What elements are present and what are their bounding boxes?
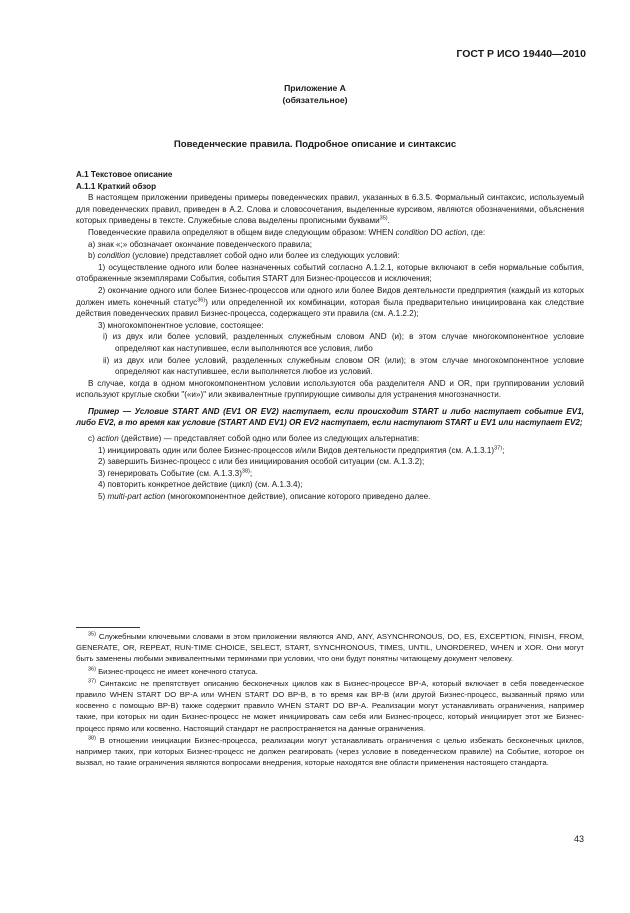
paragraph: Поведенческие правила определяют в общем виде следующим образом: WHEN condition DO action, где: <box>88 227 486 237</box>
list-item-c2: 2) завершить Бизнес-процесс с или без инициирования особой ситуации (см. А.1.3.2); <box>98 457 425 467</box>
list-item-b1: 1) осуществление одного или более назначенных событий согласно А.1.2.1, которые включают в себя нормальные события, отображенные экземплярами События, события START для Бизнес-процессов и исключения; <box>76 262 584 284</box>
footnotes <box>76 631 584 769</box>
footnote-36: $^{36)}$ Бизнес-процесс не имеет конечного статуса. <box>88 666 258 676</box>
list-item-c3: 3) генерировать Событие (см. А.1.3.3)$^{38)}$; <box>98 468 253 478</box>
footnote-divider <box>76 627 140 628</box>
list-item-a: a) знак «;» обозначает окончание поведенческого правила; <box>88 239 313 249</box>
list-item-c: c) action (действие) — представляет собой одно или более из следующих альтернатив: <box>88 434 420 444</box>
heading-a1: А.1 Текстовое описание <box>76 170 173 179</box>
list-item-b2: 2) окончание одного или более Бизнес-процессов или одного или более Видов деятельности предприятия (каждый из которых должен иметь конечный статус$^{36)}$) или определенной их комбинации, которая была предварительно инициирована как следствие действия поведенческих правил Бизнес-процесса, содержащего эти правила (см. А.1.2.2); <box>76 285 584 319</box>
footnote-37: $^{37)}$ Синтаксис не препятствует описанию бесконечных циклов как в Бизнес-процессе ВР-А, который включает в себя поведенческое правило WHEN START DO BP-A или WHEN START DO BP-B, в то время как ВР-В (или другой Бизнес-процесс, вызванный прямо или косвенно с помощью ВР-В) также содержит правило WHEN START DO BP-A. Реализации могут устанавливать ограничения, например такие, при которых ни один Бизнес-процесс не может инициировать сам себя или Бизнес-процесс, который инициирует этот же Бизнес-процесс прямо или косвенно. Настоящий стандарт не распространяется на данные ограничения. <box>76 678 584 733</box>
footnote-35: $^{35)}$ Служебными ключевыми словами в этом приложении являются AND, ANY, ASYNCHRONOUS, DO, ES, EXCEPTION, FINISH, FROM, GENERATE, OR, REPEAT, RUN-TIME CHOICE, SELECT, START, SYNCHRONOUS, TIMES, UNTIL, UNORDERED, WHEN и XOR. Они могут быть заменены любыми эквивалентными терминами при условии, что они будут понятны читающему документ человеку. <box>76 631 584 664</box>
page-number: 43 <box>573 834 584 844</box>
list-item-c1: 1) инициировать один или более Бизнес-процессов и/или Видов деятельности предприятия (см. А.1.3.1)$^{37)}$; <box>98 444 505 455</box>
body-text <box>76 169 584 503</box>
section-title: Поведенческие правила. Подробное описание и синтаксис <box>173 139 457 150</box>
list-item-b3: 3) многокомпонентное условие, состоящее: <box>98 320 264 330</box>
example: Пример — Условие START AND (EV1 OR EV2) наступает, если происходит START и либо наступает событие EV1, либо EV2, в то время как условие (START AND EV1) OR EV2 наступает, если наступают START и EV1 или наступает EV2; <box>76 406 584 428</box>
list-item-b3-i: i) из двух или более условий, разделенных служебным словом AND (и); в этом случае многокомпонентное условие определяют как наступившее, если выполняются все условия, либо <box>103 332 584 353</box>
footnote-38: $^{38)}$ В отношении инициации Бизнес-процесса, реализации могут устанавливать ограничения с целью избежать бесконечных циклов, например таких, при которых Бизнес-процесс не должен реагировать (через условие в поведенческом правиле) на Событие, которое он вызвал, но такие ограничения являются вопросами внедрения, которые находятся вне области применения настоящего стандарта. <box>76 735 584 768</box>
list-item-c5: 5) multi-part action (многокомпонентное действие), описание которого приведено далее. <box>98 492 431 502</box>
heading-a11: А.1.1 Краткий обзор <box>76 181 157 191</box>
list-item-c4: 4) повторить конкретное действие (цикл) (см. А.1.3.4); <box>98 480 303 490</box>
paragraph: В настоящем приложении приведены примеры поведенческих правил, указанных в 6.3.5. Формальный синтаксис, используемый для поведенческих правил, приведен в А.2. Слова и словосочетания, выделенные курсивом, являются обозначениями, объяснения которых приведены в тексте. Служебные слова выделены прописными буквами$^{35)}$. <box>76 193 584 226</box>
list-item-b3-ii: ii) из двух или более условий, разделенных служебным словом OR (или); в этом случае многокомпонентное условие определяют как наступившее, если выполняется любое из условий. <box>103 355 584 377</box>
standard-designation: ГОСТ Р ИСО 19440—2010 <box>456 48 586 60</box>
paragraph: В случае, когда в одном многокомпонентном условии используются оба разделителя AND и OR, при группировании условий используют круглые скобки "(«и»)" или эквивалентные группирующие символы для устранения многозначности. <box>76 378 584 400</box>
list-item-b: b) condition (условие) представляет собой одно или более из следующих условий: <box>88 251 400 261</box>
annex-status: (обязательное) <box>282 95 348 105</box>
annex-title: Приложение А <box>284 83 346 93</box>
